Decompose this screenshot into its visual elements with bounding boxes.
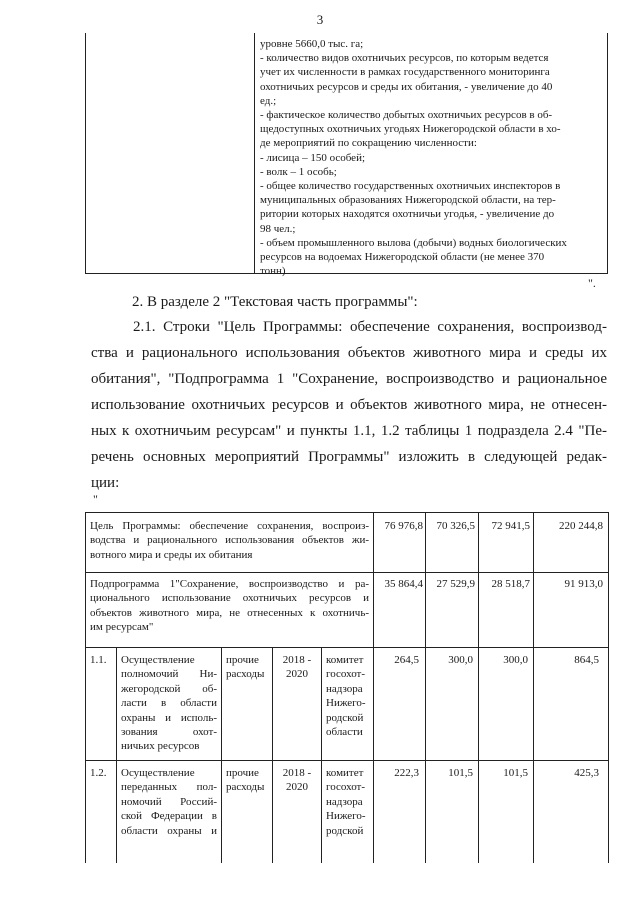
value-2018: 222,3	[394, 767, 419, 779]
subprogram-line: объектов животного мира, не отнесенных к охотничь-	[90, 606, 369, 619]
executor-line: Нижего-	[326, 810, 366, 823]
value-total: 864,5	[574, 654, 599, 666]
row-number: 1.1.	[90, 654, 107, 666]
measure-name-line: жегородской об-	[121, 682, 217, 695]
executor-line: комитет	[326, 654, 364, 666]
implementation-period	[274, 653, 320, 682]
indicator-line: щедоступных охотничьих угодьях Нижегородской области в хо-	[260, 123, 561, 136]
indicators-cell	[260, 37, 602, 278]
paragraph-line: обитания", "Подпрограмма 1 "Сохранение, воспроизводство и рациональное	[91, 371, 607, 387]
column-divider	[425, 513, 426, 863]
indicator-line: - объем промышленного вылова (добычи) водных биологических	[260, 236, 567, 249]
executor-line: госохот-	[326, 668, 366, 681]
column-divider	[116, 647, 117, 863]
period-line: 2018 -	[282, 654, 312, 666]
value-total: 425,3	[574, 767, 599, 779]
closing-quote: ".	[588, 276, 596, 290]
opening-quote: "	[93, 492, 98, 506]
table-divider	[254, 33, 255, 273]
measure-name-line: переданных пол-	[121, 781, 217, 794]
goal-line: вотного мира и среды их обитания	[90, 548, 253, 561]
column-divider	[272, 647, 273, 863]
subprogram-value-2018: 35 864,4	[384, 578, 423, 590]
measure-name-line: области охраны и	[121, 824, 217, 837]
indicator-line: учет их численности в рамках государственного мониторинга	[260, 66, 550, 79]
expense-category-line: прочие	[226, 654, 259, 666]
goal-value-2020: 72 941,5	[491, 520, 530, 532]
page-number: 3	[316, 12, 324, 27]
measure-name-line: охраны и исполь-	[121, 711, 217, 724]
column-divider	[478, 513, 479, 863]
paragraph-line: речень основных мероприятий Программы" изложить в следующей редак-	[91, 449, 607, 465]
period-line: 2020	[286, 781, 308, 794]
indicator-line: 98 чел.;	[260, 222, 296, 235]
value-2020: 300,0	[503, 654, 528, 666]
subprogram-line: ционального использование охотничьих ресурсов и	[90, 592, 369, 605]
goal-value-total: 220 244,8	[559, 520, 603, 532]
goal-line: Цель Программы: обеспечение сохранения, воспроиз-	[90, 520, 369, 532]
indicator-line: ритории которых находятся охотничьи угодья, - увеличение до	[260, 208, 555, 221]
value-2019: 300,0	[448, 654, 473, 666]
measure-name-line: зования охот-	[121, 726, 217, 739]
indicator-line: охотничьих ресурсов и среды их обитания, - увеличение до 40	[260, 80, 553, 93]
column-divider	[321, 647, 322, 863]
measure-name	[121, 653, 217, 754]
subprogram-line: им ресурсам"	[90, 621, 154, 634]
executor-line: области	[326, 726, 363, 739]
measure-name	[121, 766, 217, 838]
continuation-table	[85, 33, 608, 278]
paragraph-2-1	[91, 314, 607, 496]
expense-category-line: расходы	[226, 668, 265, 681]
subprogram-value-2019: 27 529,9	[436, 578, 475, 590]
value-2020: 101,5	[503, 767, 528, 779]
measures-table	[85, 512, 609, 863]
paragraph-line: ства и рационального использования объектов животного мира и среды их	[91, 345, 607, 361]
expense-category-line: расходы	[226, 781, 265, 794]
row-number: 1.2.	[90, 767, 107, 779]
indicator-line: муниципальных образованиях Нижегородской области, на тер-	[260, 194, 556, 207]
expense-category	[226, 766, 270, 795]
row-divider	[86, 647, 608, 648]
indicator-line: ед.;	[260, 94, 277, 107]
measure-name-line: номочий Россий-	[121, 795, 217, 808]
period-line: 2018 -	[282, 767, 312, 779]
expense-category	[226, 653, 270, 682]
measure-name-line: Осуществление	[121, 767, 195, 779]
subprogram-row-label	[90, 577, 369, 635]
goal-value-2019: 70 326,5	[436, 520, 475, 532]
goal-value-2018: 76 976,8	[384, 520, 423, 532]
paragraph-line: ции:	[91, 475, 120, 491]
column-divider	[373, 513, 374, 863]
executor-line: родской	[326, 824, 364, 837]
subprogram-line: Подпрограмма 1"Сохранение, воспроизводство и ра-	[90, 578, 369, 590]
measure-name-line: Осуществление	[121, 654, 195, 666]
indicator-line: ресурсов на водоемах Нижегородской области (не менее 370	[260, 251, 545, 264]
subprogram-value-2020: 28 518,7	[491, 578, 530, 590]
indicator-line: - количество видов охотничьих ресурсов, по которым ведется	[260, 52, 549, 65]
measure-name-line: полномочий Ни-	[121, 668, 217, 681]
executor-line: надзора	[326, 795, 363, 808]
indicator-line: - волк – 1 особь;	[260, 165, 337, 178]
indicator-line: - общее количество государственных охотничьих инспекторов в	[260, 180, 561, 193]
indicator-line: - фактическое количество добытых охотничьих ресурсов в об-	[260, 109, 553, 122]
goal-row-label	[90, 519, 369, 562]
period-line: 2020	[286, 668, 308, 681]
expense-category-line: прочие	[226, 767, 259, 779]
measure-name-line: ничьих ресурсов	[121, 740, 200, 753]
indicator-line: тонн)	[260, 265, 286, 278]
responsible-executor	[326, 766, 372, 838]
section-heading: 2. В разделе 2 "Текстовая часть программы":	[132, 294, 418, 310]
indicator-line: де мероприятий по сокращению численности:	[260, 137, 477, 150]
column-divider	[533, 513, 534, 863]
column-divider	[221, 647, 222, 863]
indicator-line: - лисица – 150 особей;	[260, 151, 366, 164]
paragraph-line: использование охотничьих ресурсов и объектов животного мира, не отнесен-	[91, 397, 607, 413]
implementation-period	[274, 766, 320, 795]
value-2018: 264,5	[394, 654, 419, 666]
executor-line: госохот-	[326, 781, 366, 794]
paragraph-line: ных к охотничьим ресурсам" и пункты 1.1, 1.2 таблицы 1 подраздела 2.4 "Пе-	[91, 423, 607, 439]
paragraph-line: 2.1. Строки "Цель Программы: обеспечение сохранения, воспроизвод-	[133, 319, 607, 335]
value-2019: 101,5	[448, 767, 473, 779]
measure-name-line: ской Федерации в	[121, 810, 217, 823]
responsible-executor	[326, 653, 372, 739]
executor-line: Нижего-	[326, 697, 366, 710]
executor-line: комитет	[326, 767, 364, 779]
executor-line: надзора	[326, 682, 363, 695]
executor-line: родской	[326, 711, 364, 724]
row-divider	[86, 760, 608, 761]
row-divider	[86, 572, 608, 573]
goal-line: водства и рационального использования объектов жи-	[90, 534, 369, 547]
indicator-line: уровне 5660,0 тыс. га;	[260, 38, 364, 50]
subprogram-value-total: 91 913,0	[564, 578, 603, 590]
measure-name-line: ласти в области	[121, 697, 217, 710]
